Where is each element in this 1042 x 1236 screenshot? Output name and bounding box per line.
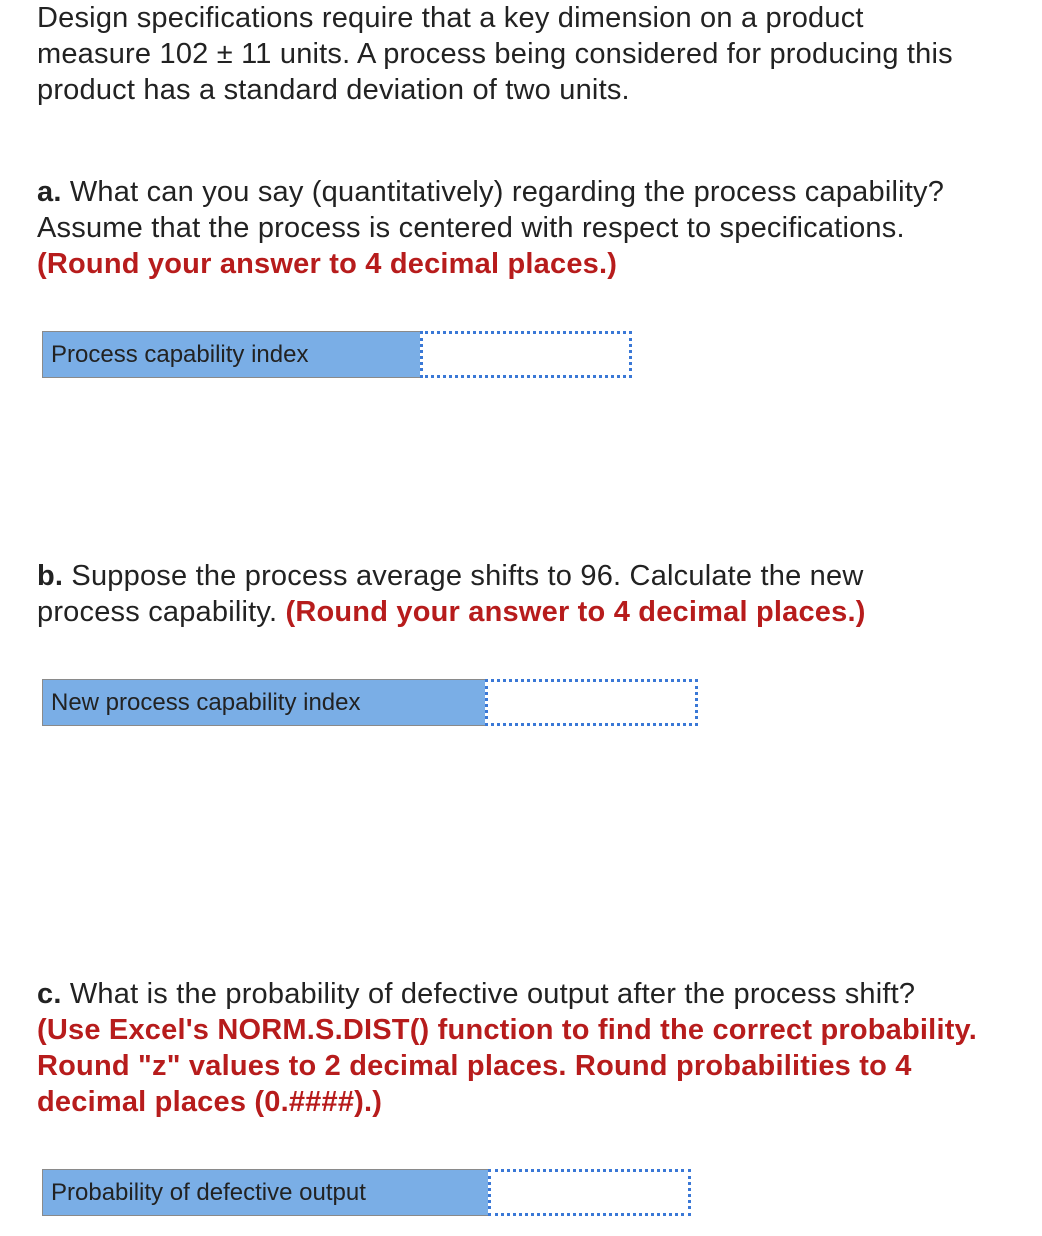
intro-line-1: Design specifications require that a key dimension on a product [37,2,864,34]
part-a-line-2: Assume that the process is centered with respect to specifications. [37,212,905,244]
part-b-answer-row [42,679,698,726]
part-b-marker: b. [37,560,64,592]
part-a-line-1: What can you say (quantitatively) regarding the process capability? [61,176,945,208]
part-c-line-1: What is the probability of defective output after the process shift? [61,978,916,1010]
probability-defective-output-label: Probability of defective output [42,1169,490,1216]
part-a-answer-row [42,331,632,378]
part-a-instruction: (Round your answer to 4 decimal places.) [37,248,618,280]
intro-line-3: product has a standard deviation of two units. [37,74,630,106]
process-capability-index-label: Process capability index [42,331,422,378]
part-a-question [37,174,944,282]
part-c-answer-row [42,1169,691,1216]
probability-defective-output-input[interactable] [488,1169,691,1216]
part-c-instruction-line-3: decimal places (0.####).) [37,1086,383,1118]
part-b-question [37,558,866,630]
part-a-marker: a. [37,176,62,208]
process-capability-index-input[interactable] [420,331,632,378]
part-c-instruction-line-1: (Use Excel's NORM.S.DIST() function to find the correct probability. [37,1014,977,1046]
part-c-marker: c. [37,978,62,1010]
new-process-capability-index-label: New process capability index [42,679,487,726]
part-b-line-1: Suppose the process average shifts to 96. Calculate the new [63,560,864,592]
new-process-capability-index-input[interactable] [485,679,698,726]
problem-intro [37,0,953,108]
part-c-question [37,976,977,1120]
part-c-instruction-line-2: Round "z" values to 2 decimal places. Round probabilities to 4 [37,1050,912,1082]
part-b-line-2: process capability. [37,596,286,628]
intro-line-2: measure 102 ± 11 units. A process being considered for producing this [37,38,953,70]
part-b-instruction: (Round your answer to 4 decimal places.) [285,596,866,628]
